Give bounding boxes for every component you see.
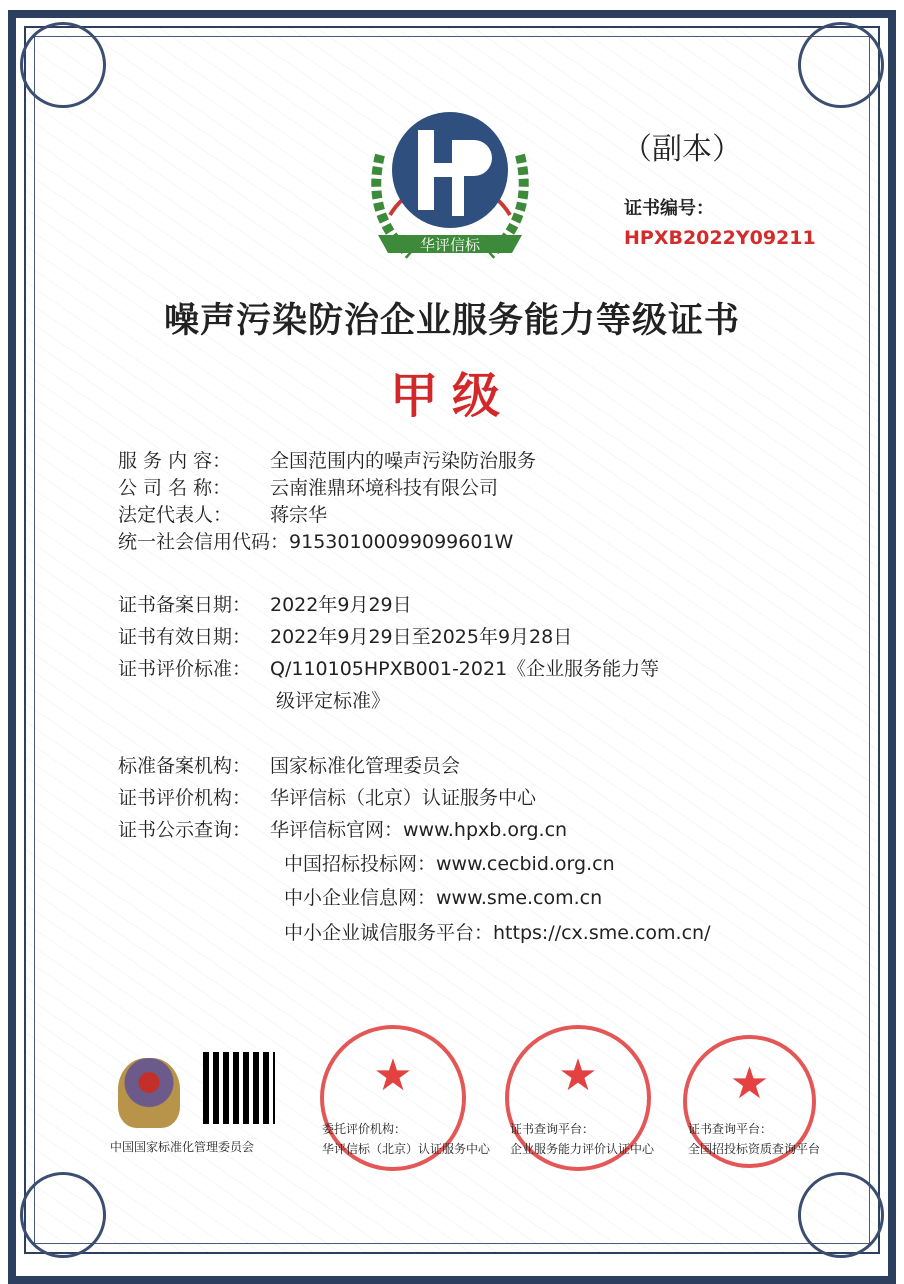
eval-org-value: 华评信标（北京）认证服务中心 [270, 787, 537, 809]
corner-ornament [20, 22, 106, 108]
stamp-caption: 华评信标（北京）认证服务中心 [322, 1142, 491, 1156]
query-link[interactable]: 中小企业信息网：www.sme.com.cn [284, 887, 603, 909]
standard-row [118, 658, 659, 681]
query-link[interactable]: 中国招标投标网：www.cecbid.org.cn [284, 853, 615, 875]
logo-text: 华评信标 [419, 236, 481, 254]
copy-label: （副本） [622, 132, 742, 167]
std-org-row [118, 755, 460, 778]
corner-ornament [20, 1172, 106, 1258]
rep-row [118, 504, 327, 527]
standard-label: 证书评价标准： [118, 658, 252, 680]
cert-number: HPXB2022Y09211 [624, 227, 816, 249]
company-label: 公 司 名 称： [118, 477, 232, 499]
stamp-caption-title: 证书查询平台： [510, 1122, 595, 1136]
company-value: 云南淮鼎环境科技有限公司 [270, 477, 499, 499]
rep-value: 蒋宗华 [270, 504, 328, 526]
valid-row [118, 626, 572, 649]
standard-value-cont: 级评定标准》 [276, 690, 391, 712]
rep-label: 法定代表人： [118, 504, 233, 526]
valid-value: 2022年9月29日至2025年9月28日 [270, 626, 573, 648]
star-icon: ★ [373, 1049, 413, 1101]
service-row [118, 450, 536, 473]
filing-label: 证书备案日期： [118, 594, 252, 616]
standard-value: Q/110105HPXB001-2021《企业服务能力等 [270, 658, 660, 680]
star-icon: ★ [558, 1049, 598, 1101]
cert-number-label: 证书编号： [624, 198, 714, 219]
qr-code[interactable] [203, 1052, 275, 1124]
filing-row [118, 594, 412, 617]
national-emblem-icon [118, 1058, 180, 1128]
stamp-caption-title: 委托评价机构： [322, 1122, 407, 1136]
certificate-title: 噪声污染防治企业服务能力等级证书 [163, 301, 740, 341]
filing-value: 2022年9月29日 [270, 594, 412, 616]
corner-ornament [798, 1172, 884, 1258]
company-row [118, 477, 498, 500]
eval-org-row [118, 787, 536, 810]
hpxb-logo [360, 95, 540, 275]
certificate-grade: 甲级 [389, 368, 514, 424]
eval-org-label: 证书评价机构： [118, 787, 252, 809]
service-label: 服 务 内 容： [118, 450, 232, 472]
emblem-caption: 中国国家标准化管理委员会 [110, 1140, 255, 1154]
stamp-caption-title: 证书查询平台： [688, 1122, 773, 1136]
credit-value: 91530100099099601W [289, 531, 514, 553]
std-org-label: 标准备案机构： [118, 755, 252, 777]
star-icon: ★ [729, 1057, 770, 1109]
service-value: 全国范围内的噪声污染防治服务 [270, 450, 537, 472]
credit-label: 统一社会信用代码： [118, 531, 290, 553]
stamp-caption: 企业服务能力评价认证中心 [510, 1142, 655, 1156]
query-link[interactable]: 中小企业诚信服务平台：https://cx.sme.com.cn/ [284, 922, 711, 944]
query-label: 证书公示查询： [118, 819, 252, 841]
std-org-value: 国家标准化管理委员会 [270, 755, 461, 777]
query-link[interactable]: 华评信标官网：www.hpxb.org.cn [270, 819, 568, 841]
valid-label: 证书有效日期： [118, 626, 252, 648]
corner-ornament [798, 22, 884, 108]
query-row [118, 819, 567, 842]
credit-row [118, 531, 513, 554]
stamp-caption: 全国招投标资质查询平台 [688, 1142, 821, 1156]
